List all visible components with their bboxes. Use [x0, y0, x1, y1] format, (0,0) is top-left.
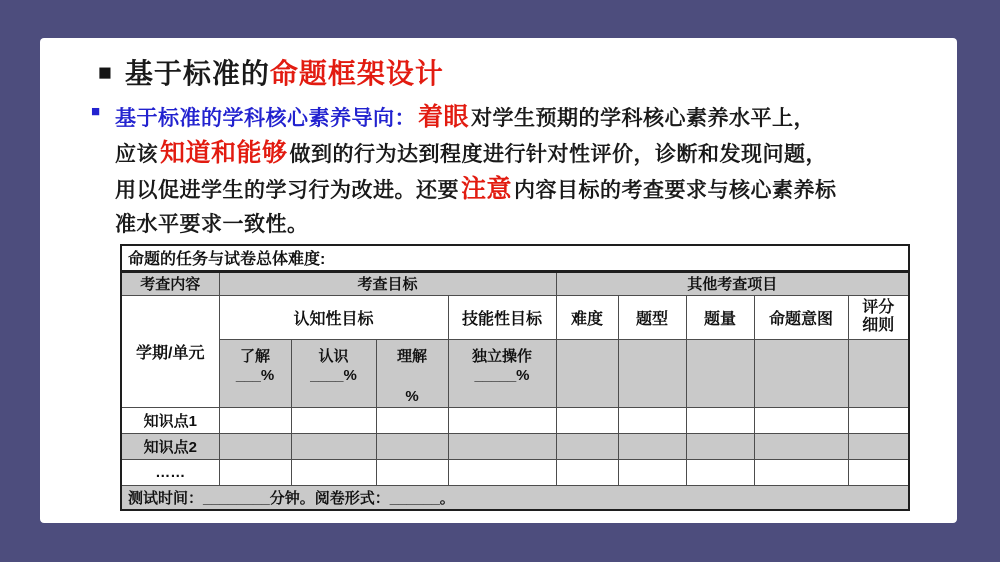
paragraph-bullet-icon: ■ [91, 103, 101, 120]
scoring-line-2: 细则 [862, 317, 895, 334]
table-row [121, 433, 909, 459]
slide [40, 38, 957, 523]
empty-cell [848, 407, 909, 433]
empty-cell [618, 433, 686, 459]
empty-cell [556, 339, 618, 407]
paragraph-segment: 应该 [115, 143, 158, 166]
title-text-black: 基于标准的 [124, 58, 270, 89]
subheader-label: 独立操作 [471, 347, 532, 365]
empty-cell [686, 459, 754, 485]
empty-cell [291, 407, 376, 433]
header-cognitive-target: 认知性目标 [219, 295, 448, 339]
empty-cell [754, 459, 848, 485]
paragraph-line [115, 100, 945, 136]
paragraph-line [115, 172, 945, 208]
header-question-count: 题量 [686, 295, 754, 339]
table-caption-row [121, 245, 909, 271]
empty-cell [448, 407, 556, 433]
paragraph-segment: 做到的行为达到程度进行针对性评价，诊断和发现问题， [289, 143, 828, 166]
paragraph-segment: 注意 [461, 175, 513, 203]
empty-cell [686, 339, 754, 407]
paragraph-segment: 用以促进学生的学习行为改进。还要 [115, 179, 459, 202]
empty-cell [376, 407, 448, 433]
subheader-label: 了解 [239, 347, 270, 365]
title-text-red: 命题框架设计 [269, 58, 444, 89]
table-header-row-2 [121, 295, 909, 339]
empty-cell [754, 407, 848, 433]
percent-blank: % [405, 387, 419, 405]
header-skill-target: 技能性目标 [448, 295, 556, 339]
table-caption: 命题的任务与试卷总体难度: [121, 245, 909, 271]
assessment-framework-table [120, 244, 910, 511]
empty-cell [448, 459, 556, 485]
table-row [121, 459, 909, 485]
empty-cell [556, 459, 618, 485]
paragraph-line [115, 208, 945, 242]
header-term-unit: 学期/单元 [121, 295, 219, 407]
table-header-row-3 [121, 339, 909, 407]
empty-cell [219, 433, 291, 459]
scoring-line-1: 评分 [862, 299, 895, 316]
empty-cell [376, 433, 448, 459]
body-paragraph [91, 100, 945, 242]
empty-cell [618, 459, 686, 485]
header-scoring-rubric [848, 295, 909, 339]
percent-blank: _____% [474, 366, 530, 384]
paragraph-segment: 准水平要求一致性。 [115, 213, 309, 236]
paragraph-segment: 知道和能够 [160, 139, 288, 167]
empty-cell [291, 459, 376, 485]
header-intent: 命题意图 [754, 295, 848, 339]
header-exam-target: 考查目标 [219, 271, 556, 295]
row-label-knowledge-point-2: 知识点2 [121, 433, 219, 459]
header-difficulty: 难度 [556, 295, 618, 339]
subheader-label: 理解 [396, 347, 427, 365]
header-question-type: 题型 [618, 295, 686, 339]
paragraph-segment: 内容目标的考查要求与核心素养标 [514, 179, 837, 202]
header-other-items: 其他考查项目 [556, 271, 909, 295]
subheader-know [219, 339, 291, 407]
row-label-knowledge-point-1: 知识点1 [121, 407, 219, 433]
empty-cell [848, 433, 909, 459]
empty-cell [291, 433, 376, 459]
table-header-row-1 [121, 271, 909, 295]
empty-cell [686, 407, 754, 433]
table-footer-row [121, 485, 909, 510]
empty-cell [848, 339, 909, 407]
empty-cell [686, 433, 754, 459]
subheader-recognize [291, 339, 376, 407]
empty-cell [219, 459, 291, 485]
subheader-understand [376, 339, 448, 407]
subheader-operate [448, 339, 556, 407]
empty-cell [448, 433, 556, 459]
header-exam-content: 考查内容 [121, 271, 219, 295]
test-time-footer: 测试时间：________分钟。阅卷形式：______。 [121, 485, 909, 510]
paragraph-segment: 对学生预期的学科核心素养水平上， [471, 107, 816, 130]
paragraph-segment: 基于标准的学科核心素养导向： [115, 107, 416, 130]
row-label-ellipsis: …… [121, 459, 219, 485]
empty-cell [376, 459, 448, 485]
empty-cell [754, 339, 848, 407]
empty-cell [618, 339, 686, 407]
table-row [121, 407, 909, 433]
empty-cell [848, 459, 909, 485]
paragraph-line [115, 136, 945, 172]
paragraph-segment: 着眼 [418, 103, 470, 131]
percent-blank: ____% [310, 366, 357, 384]
subheader-label: 认识 [318, 347, 349, 365]
empty-cell [556, 407, 618, 433]
empty-cell [219, 407, 291, 433]
percent-blank: ___% [235, 366, 275, 384]
empty-cell [556, 433, 618, 459]
title-bullet-icon: ■ [98, 59, 113, 85]
page-title [98, 52, 444, 92]
empty-cell [618, 407, 686, 433]
empty-cell [754, 433, 848, 459]
